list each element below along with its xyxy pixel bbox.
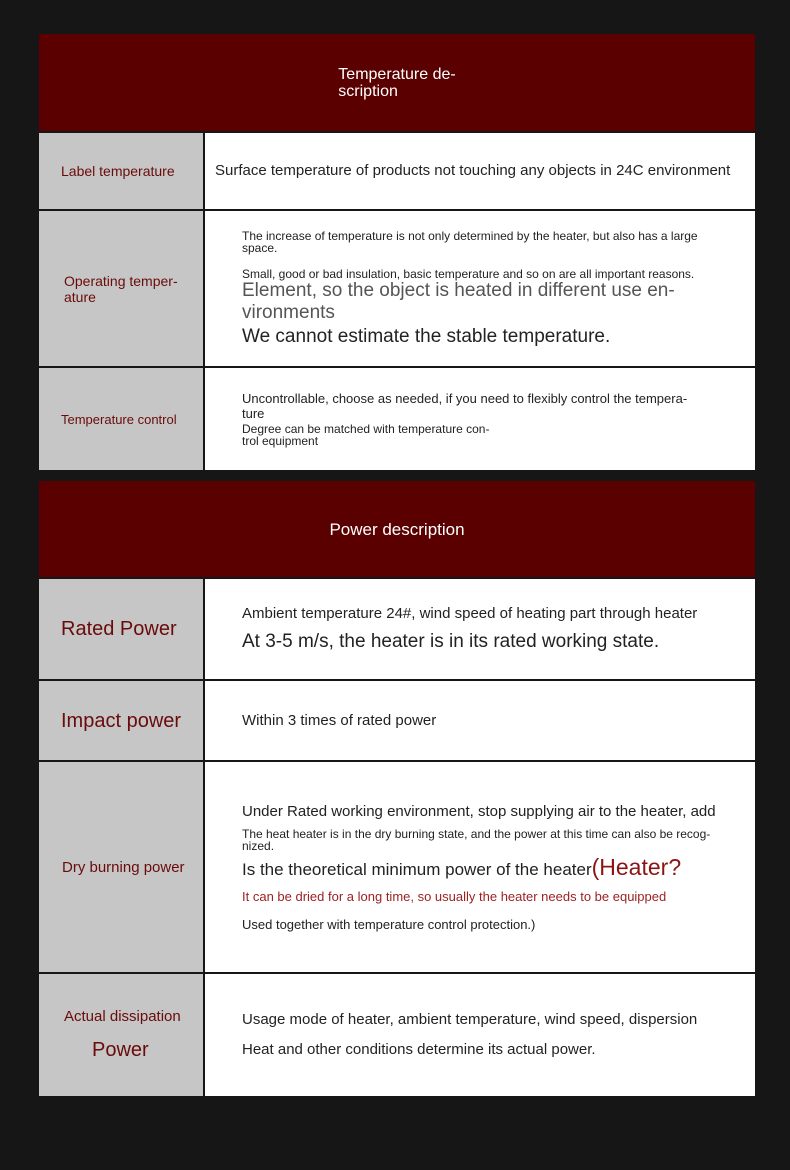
row-value: Within 3 times of rated power xyxy=(205,681,755,760)
row-value: Ambient temperature 24#, wind speed of heating part through heater At 3-5 m/s, the heater is in its rated working state. xyxy=(205,579,755,679)
temperature-description-table xyxy=(39,34,755,470)
power-description-table xyxy=(39,481,755,1096)
table-row xyxy=(39,760,755,972)
table-row xyxy=(39,131,755,209)
temperature-header xyxy=(39,34,755,131)
row-label: Temperature control xyxy=(39,368,205,470)
row-value: Uncontrollable, choose as needed, if you need to flexibly control the tempera- ture Degree can be matched with temperature con- trol equipment xyxy=(205,368,755,470)
theoretical-minimum-line: Is the theoretical minimum power of the heater (Heater? xyxy=(242,853,682,880)
row-value: The increase of temperature is not only determined by the heater, but also has a large space. Small, good or bad insulation, basic temperature and so on are all important reasons. Element, so the object is heated in different use en- vironments We cannot estimate the stable temperature. xyxy=(205,211,755,366)
row-label: Actual dissipation Power xyxy=(39,974,205,1096)
table-row xyxy=(39,679,755,760)
row-value: Under Rated working environment, stop supplying air to the heater, add The heat heater is in the dry burning state, and the power at this time can also be recog- nized. Is the theoretical minimum power of the heater (Heater? It can be dried for a long time, so usually the heater needs to be equipped Used together with temperature control protection.) xyxy=(205,762,755,972)
row-label: Label temperature xyxy=(39,133,205,209)
power-title: Power description xyxy=(329,519,465,539)
temperature-title: Temperature de- scription xyxy=(338,65,456,100)
row-label: Operating temper- ature xyxy=(39,211,205,366)
table-row xyxy=(39,366,755,470)
row-label: Dry burning power xyxy=(39,762,205,972)
row-label: Rated Power xyxy=(39,579,205,679)
table-row xyxy=(39,972,755,1096)
row-value: Surface temperature of products not touching any objects in 24C environment xyxy=(205,133,755,209)
power-header xyxy=(39,481,755,577)
row-label: Impact power xyxy=(39,681,205,760)
row-value: Usage mode of heater, ambient temperature, wind speed, dispersion Heat and other conditions determine its actual power. xyxy=(205,974,755,1096)
table-row xyxy=(39,577,755,679)
table-row xyxy=(39,209,755,366)
